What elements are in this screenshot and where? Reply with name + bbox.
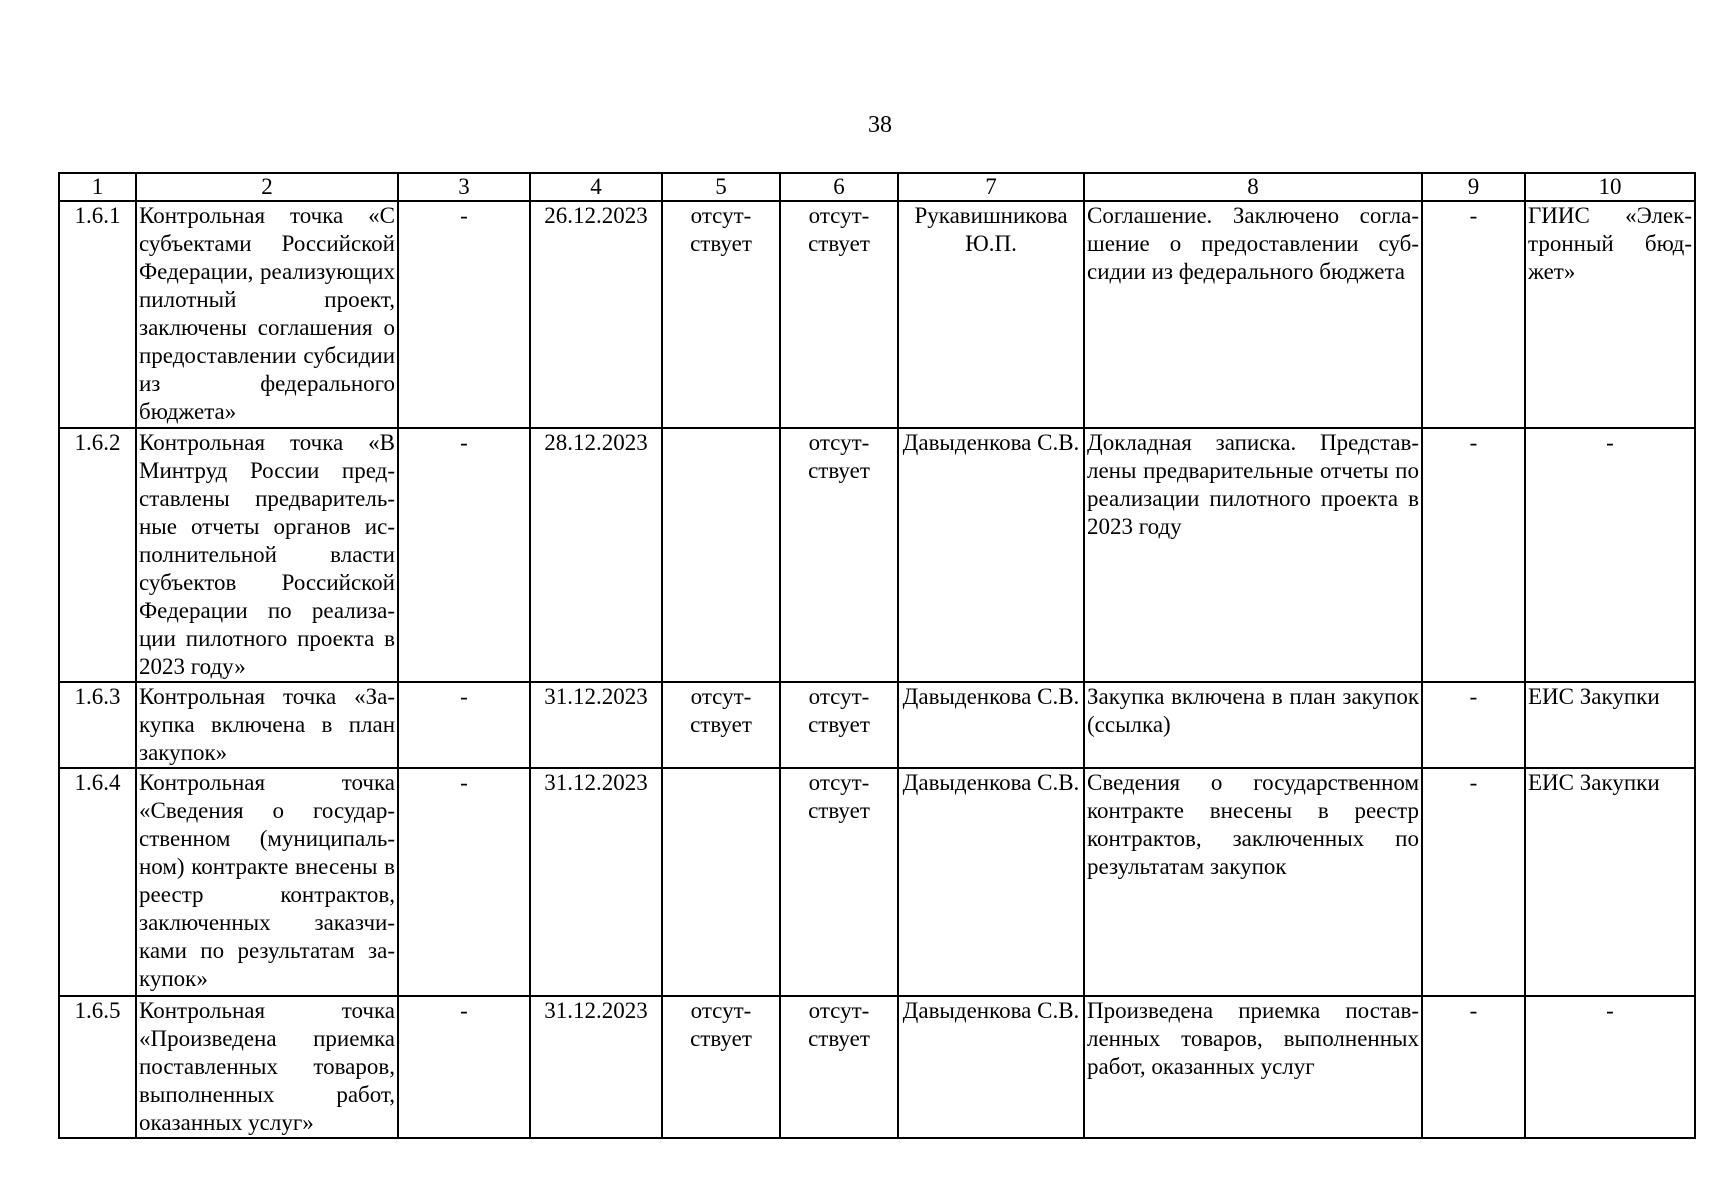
header-cell-6: 6	[780, 173, 898, 201]
col5-value: отсутствует	[662, 682, 780, 768]
row-number: 1.6.2	[59, 428, 136, 682]
due-date: 31.12.2023	[530, 682, 662, 768]
event-name: Контрольная точка «Сведения о государственном (муниципальном) контракте внесены в реестр контрактов, заключенных заказчиками по результатам закупок»	[136, 768, 398, 996]
result-description: Соглашение. Заключено соглашение о предоставлении субсидии из федерального бюджета	[1084, 201, 1422, 428]
col9-value: -	[1422, 996, 1525, 1138]
col9-value: -	[1422, 768, 1525, 996]
row-number: 1.6.3	[59, 682, 136, 768]
event-name: Контрольная точка «В Минтруд России представлены предварительные отчеты органов исполнительной власти субъектов Российской Федерации по реализации пилотного проекта в 2023 году»	[136, 428, 398, 682]
responsible-person: Давыденкова С.В.	[898, 996, 1084, 1138]
table-row	[59, 996, 1695, 1138]
header-cell-8: 8	[1084, 173, 1422, 201]
result-description: Сведения о государственном контракте внесены в реестр контрактов, заключенных по результатам закупок	[1084, 768, 1422, 996]
col6-value: отсутствует	[780, 201, 898, 428]
due-date: 28.12.2023	[530, 428, 662, 682]
col3-value: -	[398, 996, 530, 1138]
col9-value: -	[1422, 201, 1525, 428]
information-system: ЕИС Закупки	[1525, 768, 1695, 996]
col5-value: отсутствует	[662, 996, 780, 1138]
col9-value: -	[1422, 682, 1525, 768]
event-name: Контрольная точка «С субъектами Российской Федерации, реализующих пилотный проект, заключены соглашения о предоставлении субсидии из федерального бюджета»	[136, 201, 398, 428]
col6-value: отсутствует	[780, 768, 898, 996]
col5-value: отсутствует	[662, 201, 780, 428]
col3-value: -	[398, 682, 530, 768]
table-row	[59, 768, 1695, 996]
event-name: Контрольная точка «Произведена приемка поставленных товаров, выполненных работ, оказанных услуг»	[136, 996, 398, 1138]
page-number: 38	[868, 112, 892, 138]
header-cell-1: 1	[59, 173, 136, 201]
event-name: Контрольная точка «Закупка включена в план закупок»	[136, 682, 398, 768]
col3-value: -	[398, 768, 530, 996]
col3-value: -	[398, 201, 530, 428]
col3-value: -	[398, 428, 530, 682]
table-row	[59, 201, 1695, 428]
information-system: ГИИС «Электронный бюджет»	[1525, 201, 1695, 428]
header-cell-9: 9	[1422, 173, 1525, 201]
header-cell-7: 7	[898, 173, 1084, 201]
header-cell-5: 5	[662, 173, 780, 201]
due-date: 31.12.2023	[530, 768, 662, 996]
row-number: 1.6.4	[59, 768, 136, 996]
result-description: Докладная записка. Представлены предварительные отчеты по реализации пилотного проекта в 2023 году	[1084, 428, 1422, 682]
result-description: Произведена приемка поставленных товаров, выполненных работ, оказанных услуг	[1084, 996, 1422, 1138]
result-description: Закупка включена в план закупок (ссылка)	[1084, 682, 1422, 768]
table-row	[59, 428, 1695, 682]
information-system: -	[1525, 996, 1695, 1138]
header-cell-10: 10	[1525, 173, 1695, 201]
table-row	[59, 682, 1695, 768]
responsible-person: Давыденкова С.В.	[898, 768, 1084, 996]
col6-value: отсутствует	[780, 996, 898, 1138]
information-system: ЕИС Закупки	[1525, 682, 1695, 768]
control-points-table	[58, 172, 1696, 1139]
responsible-person: Рукавишникова Ю.П.	[898, 201, 1084, 428]
row-number: 1.6.5	[59, 996, 136, 1138]
col5-value	[662, 428, 780, 682]
col9-value: -	[1422, 428, 1525, 682]
responsible-person: Давыденкова С.В.	[898, 682, 1084, 768]
header-row	[59, 173, 1695, 201]
header-cell-3: 3	[398, 173, 530, 201]
due-date: 26.12.2023	[530, 201, 662, 428]
col5-value	[662, 768, 780, 996]
row-number: 1.6.1	[59, 201, 136, 428]
col6-value: отсутствует	[780, 682, 898, 768]
due-date: 31.12.2023	[530, 996, 662, 1138]
information-system: -	[1525, 428, 1695, 682]
header-cell-4: 4	[530, 173, 662, 201]
col6-value: отсутствует	[780, 428, 898, 682]
responsible-person: Давыденкова С.В.	[898, 428, 1084, 682]
header-cell-2: 2	[136, 173, 398, 201]
